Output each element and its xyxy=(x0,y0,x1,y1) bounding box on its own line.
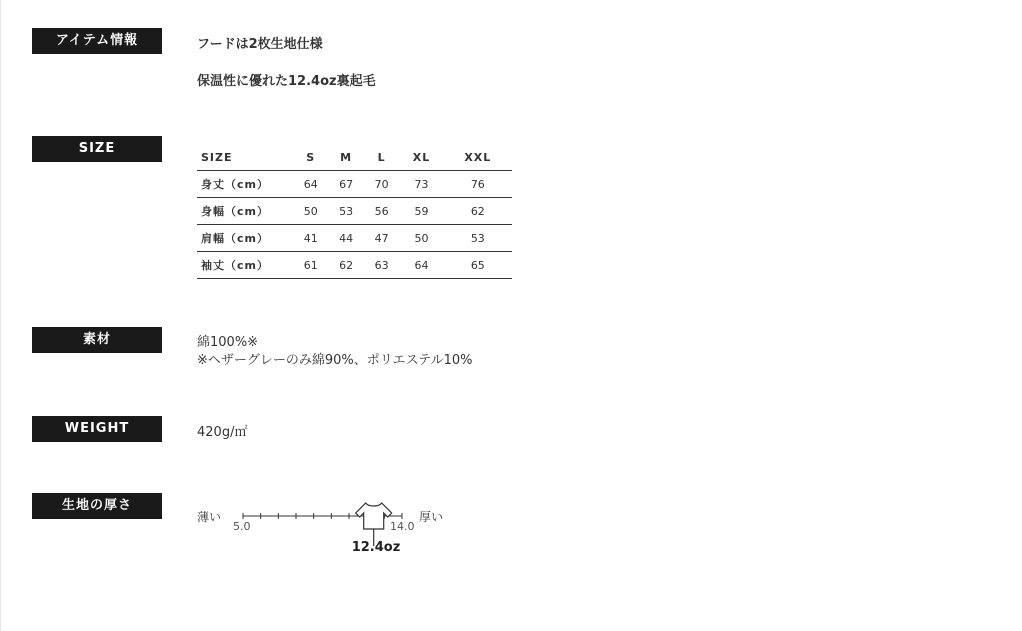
table-cell: 67 xyxy=(328,171,363,198)
scale-max: 14.0 xyxy=(390,520,415,533)
table-row xyxy=(197,252,512,279)
row-name: 身丈（cm） xyxy=(197,171,293,198)
item-info-line-1: フードは2枚生地仕様 xyxy=(197,37,323,52)
size-header-xl: XL xyxy=(399,144,443,171)
table-cell: 61 xyxy=(293,252,328,279)
thick-label: 厚い xyxy=(419,510,444,524)
thickness-value: 12.4oz xyxy=(351,540,401,555)
table-cell: 62 xyxy=(444,198,512,225)
table-cell: 56 xyxy=(364,198,399,225)
table-cell: 50 xyxy=(399,225,443,252)
row-name: 袖丈（cm） xyxy=(197,252,293,279)
table-cell: 73 xyxy=(399,171,443,198)
table-cell: 53 xyxy=(444,225,512,252)
table-row xyxy=(197,171,512,198)
weight-value: 420g/㎡ xyxy=(197,425,248,440)
table-cell: 64 xyxy=(293,171,328,198)
thin-label: 薄い xyxy=(197,510,222,524)
size-header-s: S xyxy=(293,144,328,171)
table-cell: 41 xyxy=(293,225,328,252)
size-header-xxl: XXL xyxy=(444,144,512,171)
table-cell: 76 xyxy=(444,171,512,198)
table-cell: 63 xyxy=(364,252,399,279)
material-line-2: ※ヘザーグレーのみ綿90%、ポリエステル10% xyxy=(197,353,473,368)
material-label: 素材 xyxy=(32,327,162,353)
table-cell: 47 xyxy=(364,225,399,252)
size-table xyxy=(197,144,512,279)
thickness-label: 生地の厚さ xyxy=(32,493,162,519)
table-cell: 50 xyxy=(293,198,328,225)
size-header-m: M xyxy=(328,144,363,171)
size-table-header-row xyxy=(197,144,512,171)
table-cell: 62 xyxy=(328,252,363,279)
item-info-line-2: 保温性に優れた12.4oz裏起毛 xyxy=(197,74,376,89)
table-cell: 53 xyxy=(328,198,363,225)
table-row xyxy=(197,198,512,225)
table-cell: 44 xyxy=(328,225,363,252)
table-row xyxy=(197,225,512,252)
size-label: SIZE xyxy=(32,136,162,162)
table-cell: 65 xyxy=(444,252,512,279)
table-cell: 59 xyxy=(399,198,443,225)
thickness-scale xyxy=(197,494,477,564)
thickness-scale-graphic xyxy=(197,494,477,554)
size-header-size: SIZE xyxy=(197,144,293,171)
row-name: 身幅（cm） xyxy=(197,198,293,225)
material-line-1: 綿100%※ xyxy=(197,335,259,350)
table-cell: 64 xyxy=(399,252,443,279)
size-header-l: L xyxy=(364,144,399,171)
table-cell: 70 xyxy=(364,171,399,198)
scale-min: 5.0 xyxy=(233,520,251,533)
weight-label: WEIGHT xyxy=(32,416,162,442)
item-info-label: アイテム情報 xyxy=(32,28,162,54)
row-name: 肩幅（cm） xyxy=(197,225,293,252)
